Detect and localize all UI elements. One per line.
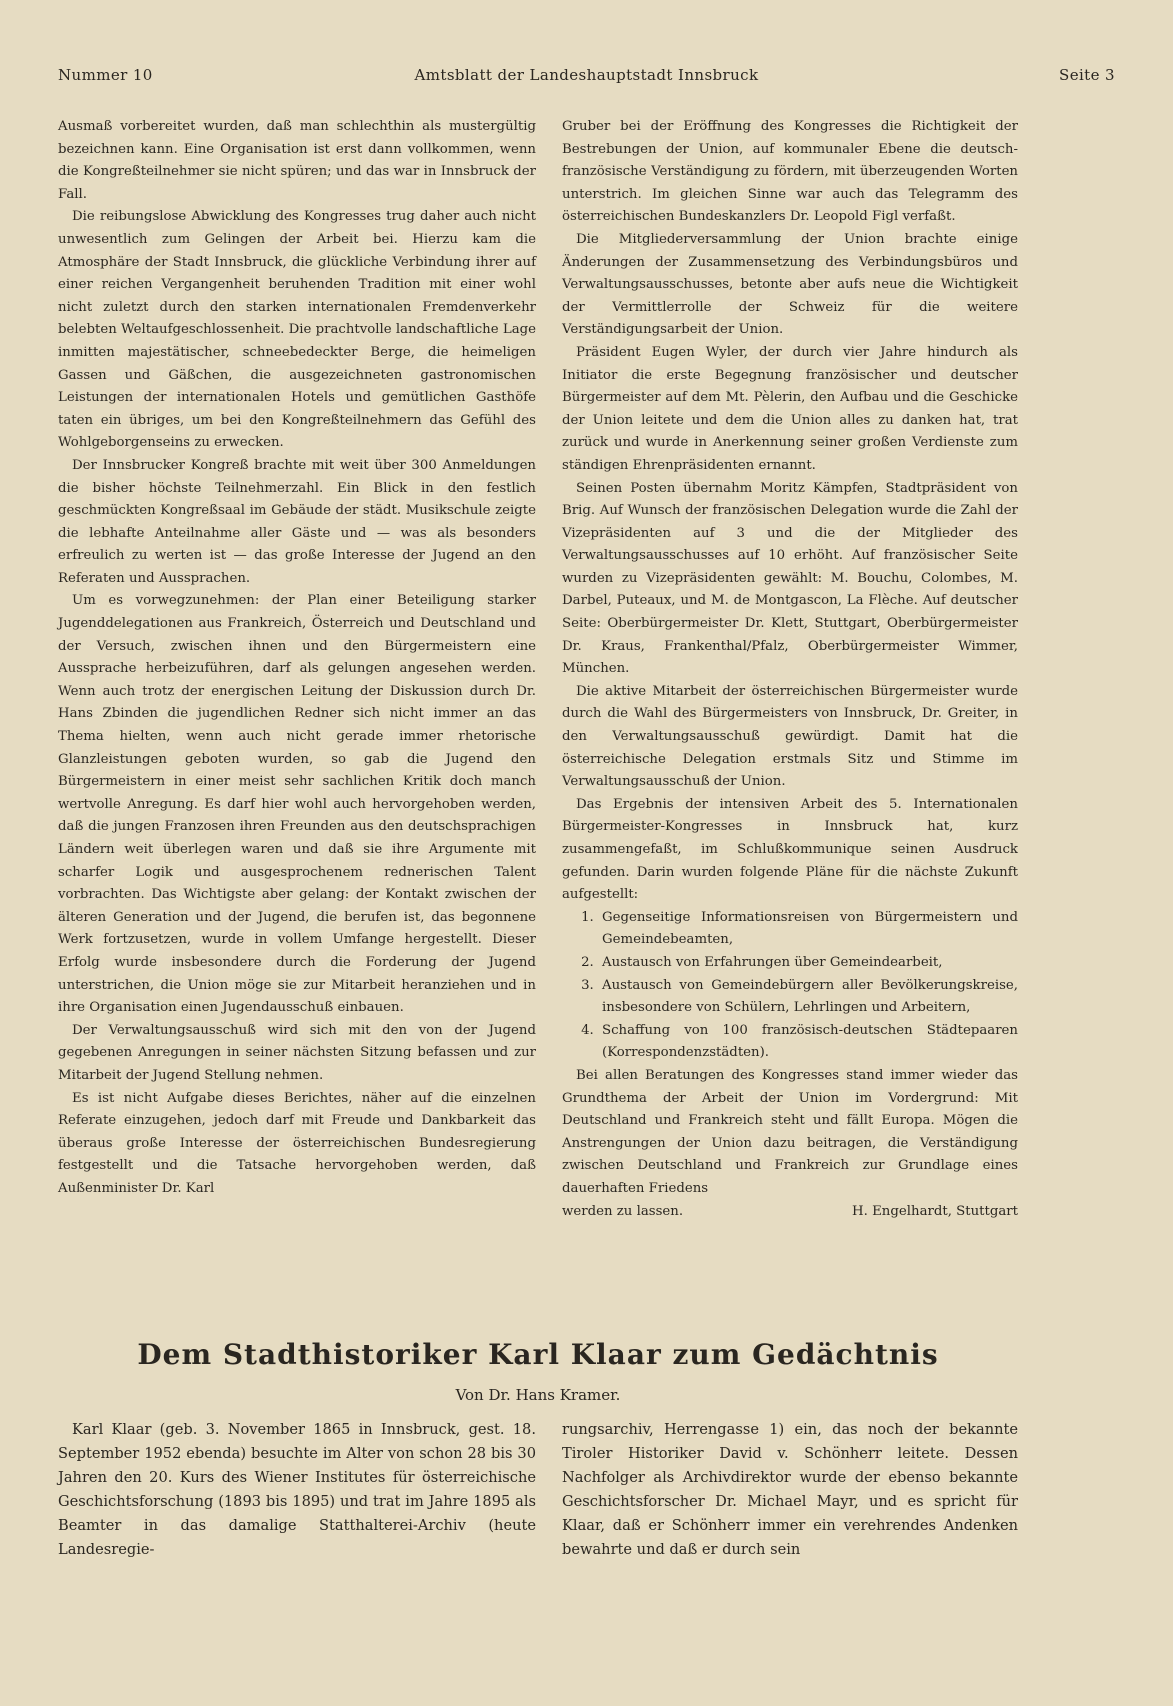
paragraph: Der Verwaltungsausschuß wird sich mit den von der Jugend gegebenen Anregungen in seiner nächsten Sitzung befassen und zur Mitarbeit der Jugend Stellung nehmen. — [58, 1022, 536, 1083]
closing-tail: werden zu lassen. — [562, 1203, 684, 1219]
paragraph: Karl Klaar (geb. 3. November 1865 in Innsbruck, gest. 18. September 1952 ebenda) besuchte im Alter von schon 28 bis 30 Jahren den 20. Kurs des Wiener Institutes für österreichische Geschichtsforschung (1893 bis 1895) und trat im Jahre 1895 als Beamter in das damalige Statthalterei-Archiv (heute Landesregie- — [58, 1421, 536, 1558]
paragraph: rungsarchiv, Herrengasse 1) ein, das noch der bekannte Tiroler Historiker David v. Schönherr leitete. Dessen Nachfolger als Archivdirektor wurde der ebenso bekannte Geschichtsforscher Dr. Michael Mayr, und es spricht für Klaar, daß er Schönherr immer ein verehrendes Andenken bewahrte und daß er durch sein — [562, 1421, 1018, 1558]
article2-left-column — [58, 1418, 536, 1562]
article2-byline: Von Dr. Hans Kramer. — [455, 1386, 621, 1404]
paragraph: Die Mitgliederversammlung der Union brachte einige Änderungen der Zusammensetzung des Verbindungsbüros und Verwaltungsausschusses, betonte aber aufs neue die Wichtigkeit der Vermittlerrolle der Schweiz für die weitere Verständigungsarbeit der Union. — [562, 231, 1018, 338]
paragraph: Seinen Posten übernahm Moritz Kämpfen, Stadtpräsident von Brig. Auf Wunsch der französischen Delegation wurde die Zahl der Vizepräsidenten auf 3 und die der Mitglieder des Verwaltungsausschusses auf 10 erhöht. Auf französischer Seite wurden zu Vizepräsidenten gewählt: M. Bouchu, Colombes, M. Darbel, Puteaux, und M. de Montgascon, La Flèche. Auf deutscher Seite: Oberbürgermeister Dr. Klett, Stuttgart, Oberbürgermeister Dr. Kraus, Frankenthal/Pfalz, Oberbürgermeister Wimmer, München. — [562, 480, 1018, 677]
list-item: 4. Schaffung von 100 französisch-deutschen Städtepaaren (Korrespondenzstädten). — [598, 1020, 1018, 1065]
article1-right-column — [562, 116, 1018, 1223]
paragraph: Präsident Eugen Wyler, der durch vier Jahre hindurch als Initiator die erste Begegnung französischer und deutscher Bürgermeister auf dem Mt. Pèlerin, den Aufbau und die Geschicke der Union leitete und dem die Union alles zu danken hat, trat zurück und wurde in Anerkennung seiner großen Verdienste zum ständigen Ehrenpräsidenten ernannt. — [562, 344, 1018, 473]
publication-title: Amtsblatt der Landeshauptstadt Innsbruck — [414, 66, 759, 84]
paragraph: Um es vorwegzunehmen: der Plan einer Beteiligung starker Jugenddelegationen aus Frankreich, Österreich und Deutschland und der Versuch, zwischen ihnen und den Bürgermeistern eine Aussprache herbeizuführen, darf als gelungen angesehen werden. Wenn auch trotz der energischen Leitung der Diskussion durch Dr. Hans Zbinden die jugendlichen Redner sich nicht immer an das Thema hielten, wenn auch nicht gerade immer rhetorische Glanzleistungen geboten wurden, so gab die Jugend den Bürgermeistern in einer meist sehr sachlichen Kritik doch manch wertvolle Anregung. Es darf hier wohl auch hervorgehoben werden, daß die jungen Franzosen ihren Freunden aus den deutschsprachigen Ländern weit überlegen waren und daß sie ihre Argumente mit scharfer Logik und ausgesprochenem rednerischen Talent vorbrachten. Das Wichtigste aber gelang: der Kontakt zwischen der älteren Generation und der Jugend, die berufen ist, das begonnene Werk fortzusetzen, wurde in vollem Umfange hergestellt. Dieser Erfolg wurde insbesondere durch die Forderung der Jugend unterstrichen, die Union möge sie zur Mitarbeit heranziehen und in ihre Organisation einen Jugendausschuß einbauen. — [58, 593, 536, 1016]
article2-title: Dem Stadthistoriker Karl Klaar zum Gedächtnis — [137, 1338, 939, 1371]
list-item: 1. Gegenseitige Informationsreisen von Bürgermeistern und Gemeindebeamten, — [598, 907, 1018, 952]
list-item: 3. Austausch von Gemeindebürgern aller Bevölkerungskreise, insbesondere von Schülern, Lehrlingen und Arbeitern, — [598, 975, 1018, 1020]
running-header — [58, 66, 1115, 88]
paragraph: Das Ergebnis der intensiven Arbeit des 5. Internationalen Bürgermeister-Kongresses in Innsbruck hat, kurz zusammengefaßt, im Schlußkommunique seinen Ausdruck gefunden. Darin wurden folgende Pläne für die nächste Zukunft aufgestellt: — [562, 796, 1018, 903]
closing-line — [562, 1201, 1018, 1224]
page-number: Seite 3 — [1059, 66, 1115, 84]
article1-left-column — [58, 116, 536, 1201]
paragraph: Die aktive Mitarbeit der österreichischen Bürgermeister wurde durch die Wahl des Bürgermeisters von Innsbruck, Dr. Greiter, in den Verwaltungsausschuß gewürdigt. Damit hat die österreichische Delegation erstmals Sitz und Stimme im Verwaltungsausschuß der Union. — [562, 683, 1018, 790]
paragraph: Ausmaß vorbereitet wurden, daß man schlechthin als mustergültig bezeichnen kann. Eine Organisation ist erst dann vollkommen, wenn die Kongreßteilnehmer sie nicht spüren; und das war in Innsbruck der Fall. — [58, 119, 536, 202]
paragraph: Gruber bei der Eröffnung des Kongresses die Richtigkeit der Bestrebungen der Union, auf kommunaler Ebene die deutsch-französische Verständigung zu fördern, mit überzeugenden Worten unterstrich. Im gleichen Sinne war auch das Telegramm des österreichischen Bundeskanzlers Dr. Leopold Figl verfaßt. — [562, 119, 1018, 225]
paragraph: Der Innsbrucker Kongreß brachte mit weit über 300 Anmeldungen die bisher höchste Teilnehmerzahl. Ein Blick in den festlich geschmückten Kongreßsaal im Gebäude der städt. Musikschule zeigte die lebhafte Anteilnahme aller Gäste und — was als besonders erfreulich zu werten ist — das große Interesse der Jugend an den Referaten und Aussprachen. — [58, 457, 536, 586]
paragraph: Es ist nicht Aufgabe dieses Berichtes, näher auf die einzelnen Referate einzugehen, jedoch darf mit Freude und Dankbarkeit das überaus große Interesse der österreichischen Bundesregierung festgestellt und die Tatsache hervorgehoben werden, daß Außenminister Dr. Karl — [58, 1090, 536, 1196]
article2-right-column — [562, 1418, 1018, 1562]
list-item: 2. Austausch von Erfahrungen über Gemeindearbeit, — [598, 952, 1018, 975]
author-signature: H. Engelhardt, Stuttgart — [852, 1203, 1018, 1219]
closing-paragraph: Bei allen Beratungen des Kongresses stand immer wieder das Grundthema der Arbeit der Union im Vordergrund: Mit Deutschland und Frankreich steht und fällt Europa. Mögen die Anstrengungen der Union dazu beitragen, die Verständigung zwischen Deutschland und Frankreich zur Grundlage eines dauerhaften Friedens — [562, 1067, 1018, 1196]
issue-number: Nummer 10 — [58, 66, 153, 84]
paragraph: Die reibungslose Abwicklung des Kongresses trug daher auch nicht unwesentlich zum Gelingen der Arbeit bei. Hierzu kam die Atmosphäre der Stadt Innsbruck, die glückliche Verbindung ihrer auf einer reichen Vergangenheit beruhenden Tradition mit einer wohl nicht zuletzt durch den starken internationalen Fremdenverkehr belebten Weltaufgeschlossenheit. Die prachtvolle landschaftliche Lage inmitten majestätischer, schneebedeckter Berge, die heimeligen Gassen und Gäßchen, die ausgezeichneten gastronomischen Leistungen der internationalen Hotels und gemütlichen Gasthöfe taten ein übriges, um bei den Kongreßteilnehmern das Gefühl des Wohlgeborgenseins zu erwecken. — [58, 209, 536, 451]
plans-list — [562, 907, 1018, 1065]
